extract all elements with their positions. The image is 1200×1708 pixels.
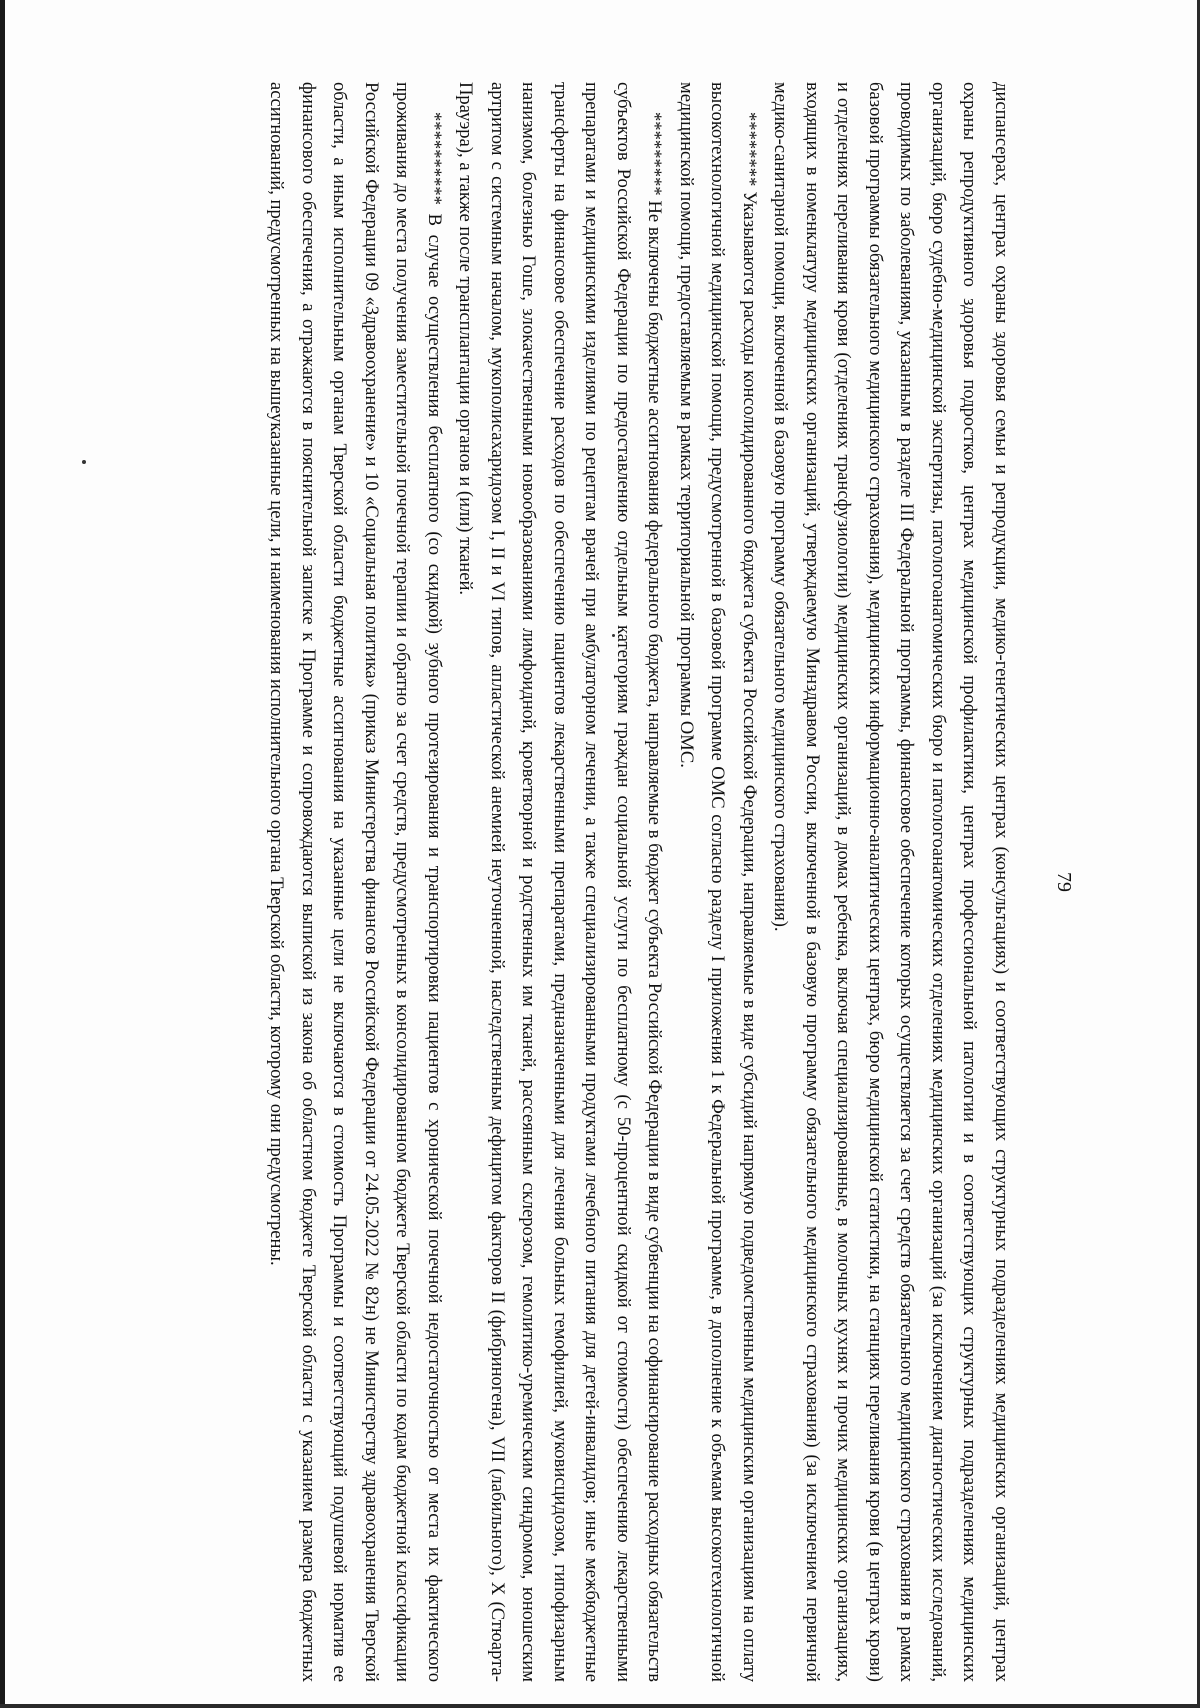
- document-body: [261, 82, 1017, 1682]
- footnote-9: ********* Не включены бюджетные ассигнования федерального бюджета, направляемые в бюджет субъекта Российской Федерации в виде субвенции на софинансирование расходных обязательств субъектов Российской Федерации по предоставлению отдельным категориям граждан социальной услуги по бесплатному (с 50-процентной скидкой от стоимости) обеспечению лекарственными препаратами и медицинскими изделиями по рецептам врачей при амбулаторном лечении, а также специализированными продуктами лечебного питания для детей-инвалидов; иные межбюджетные трансферты на финансовое обеспечение расходов по обеспечению пациентов лекарственными препаратами, предназначенными для лечения больных гемофилией, муковисцидозом, гипофизарным нанизмом, болезнью Гоше, злокачественными новообразованиями лимфоидной, кроветворной и родственных им тканей, рассеянным склерозом, гемолитико-уремическим синдромом, юношеским артритом с системным началом, мукополисахаридозом I, II и VI типов, апластической анемией неуточненной, наследственным дефицитом факторов II (фибриногена), VII (лабильного), X (Стюарта-Прауэра), а также после трансплантации органов и (или) тканей.: [455, 82, 666, 1682]
- footnote-8: ******** Указываются расходы консолидированного бюджета субъекта Российской Федерации, направляемые в виде субсидий напрямую подведомственным медицинским организациям на оплату высокотехнологичной медицинской помощи, предусмотренной в базовой программе ОМС согласно разделу I приложения 1 к Федеральной программе, в дополнение к объемам высокотехнологичной медицинской помощи, предоставляемым в рамках территориальной программы ОМС.: [676, 82, 760, 1682]
- page-number: 79: [1053, 872, 1075, 892]
- paragraph-continuation: диспансерах, центрах охраны здоровья семьи и репродукции, медико-генетических центрах (консультациях) и соответствующих структурных подразделениях медицинских организаций, центрах охраны репродуктивного здоровья подростков, центрах медицинской профилактики, центрах профессиональной патологии и в соответствующих структурных подразделениях медицинских организаций, бюро судебно-медицинской экспертизы, патологоанатомических бюро и патологоанатомических отделениях медицинских организаций (за исключением диагностических исследований, проводимых по заболеваниям, указанным в разделе III Федеральной программы, финансовое обеспечение которых осуществляется за счет средств обязательного медицинского страхования в рамках базовой программы обязательного медицинского страхования), медицинских информационно-аналитических центрах, бюро медицинской статистики, на станциях переливания крови (в центрах крови) и отделениях переливания крови (отделениях трансфузиологии) медицинских организаций, в домах ребенка, включая специализированные, в молочных кухнях и прочих медицинских организациях, входящих в номенклатуру медицинских организаций, утверждаемую Минздравом России, включенной в базовую программу обязательного медицинского страхования) (за исключением первичной медико-санитарной помощи, включенной в базовую программу обязательного медицинского страхования).: [770, 82, 1012, 1682]
- footnote-10: ********** В случае осуществления бесплатного (со скидкой) зубного протезирования и транспортировки пациентов с хронической почечной недостаточностью от места их фактического проживания до места получения заместительной почечной терапии и обратно за счет средств, предусмотренных в консолидированном бюджете Тверской области по кодам бюджетной классификации Российской Федерации 09 «Здравоохранение» и 10 «Социальная политика» (приказ Министерства финансов Российской Федерации от 24.05.2022 № 82н) не Министерству здравоохранения Тверской области, а иным исполнительным органам Тверской области бюджетные ассигнования на указанные цели не включаются в стоимость Программы и соответствующий подушевой норматив ее финансового обеспечения, а отражаются в пояснительной записке к Программе и сопровождаются выпиской из закона об областном бюджете Тверской области с указанием размера бюджетных ассигнований, предусмотренных на вышеуказанные цели, и наименования исполнительного органа Тверской области, которому они предусмотрены.: [266, 82, 445, 1682]
- scan-speck: [82, 460, 86, 464]
- scan-edge-bottom: [0, 1704, 1200, 1708]
- scan-edge-left: [0, 0, 5, 1708]
- rotated-text-block: [185, 82, 1075, 1682]
